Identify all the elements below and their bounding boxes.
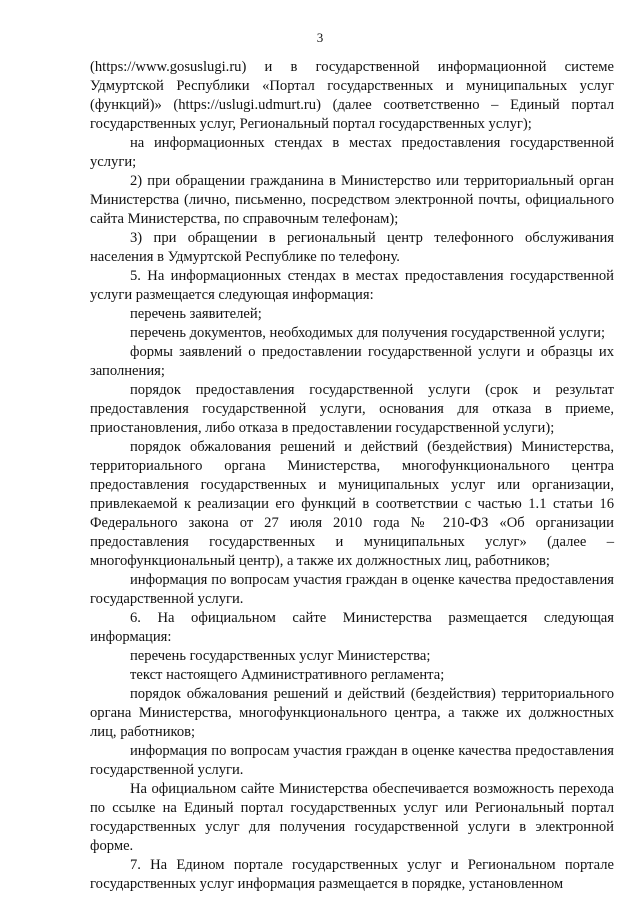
paragraph: порядок предоставления государственной услуги (срок и результат предоставления государственной услуги, основания для отказа в приеме, приостановления, либо отказа в предоставлении государственной услуги);	[90, 382, 614, 436]
paragraph: 5. На информационных стендах в местах предоставления государственной услуги размещается следующая информация:	[90, 268, 614, 303]
paragraph: порядок обжалования решений и действий (бездействия) Министерства, территориального органа Министерства, многофункционального центра предоставления государственных и муниципальных услуг или организации, привлекаемой к реализации его функций в соответствии с частью 1.1 статьи 16 Федерального закона от 27 июля 2010 года № 210-ФЗ «Об организации предоставления государственных и муниципальных услуг» (далее – многофункциональный центр), а также их должностных лиц, работников;	[90, 439, 614, 569]
paragraph: 7. На Едином портале государственных услуг и Региональном портале государственных услуг информация размещается в порядке, установленном	[90, 857, 614, 892]
paragraph: 6. На официальном сайте Министерства размещается следующая информация:	[90, 610, 614, 645]
paragraph: формы заявлений о предоставлении государственной услуги и образцы их заполнения;	[90, 344, 614, 379]
paragraph: на информационных стендах в местах предоставления государственной услуги;	[90, 135, 614, 170]
paragraph: перечень заявителей;	[130, 306, 262, 322]
paragraph: перечень документов, необходимых для получения государственной услуги;	[130, 325, 606, 341]
document-body	[90, 58, 614, 894]
paragraph: 3) при обращении в региональный центр телефонного обслуживания населения в Удмуртской Республике по телефону.	[90, 230, 614, 265]
paragraph: 2) при обращении гражданина в Министерство или территориальный орган Министерства (лично, письменно, посредством электронной почты, официального сайта Министерства, по справочным телефонам);	[90, 173, 614, 227]
paragraph: информация по вопросам участия граждан в оценке качества предоставления государственной услуги.	[90, 743, 614, 778]
paragraph: На официальном сайте Министерства обеспечивается возможность перехода по ссылке на Единый портал государственных услуг или Региональный портал государственных услуг для получения государственной услуги в электронной форме.	[90, 781, 614, 854]
paragraph: порядок обжалования решений и действий (бездействия) территориального органа Министерства, многофункционального центра, а также их должностных лиц, работников;	[90, 686, 614, 740]
paragraph: текст настоящего Административного регламента;	[130, 667, 445, 683]
page-number: 3	[316, 30, 324, 45]
paragraph: (https://www.gosuslugi.ru) и в государственной информационной системе Удмуртской Республики «Портал государственных и муниципальных услуг (функций)» (https://uslugi.udmurt.ru) (далее соответственно – Единый портал государственных услуг, Региональный портал государственных услуг);	[90, 59, 614, 132]
paragraph: информация по вопросам участия граждан в оценке качества предоставления государственной услуги.	[90, 572, 614, 607]
paragraph: перечень государственных услуг Министерства;	[130, 648, 431, 664]
